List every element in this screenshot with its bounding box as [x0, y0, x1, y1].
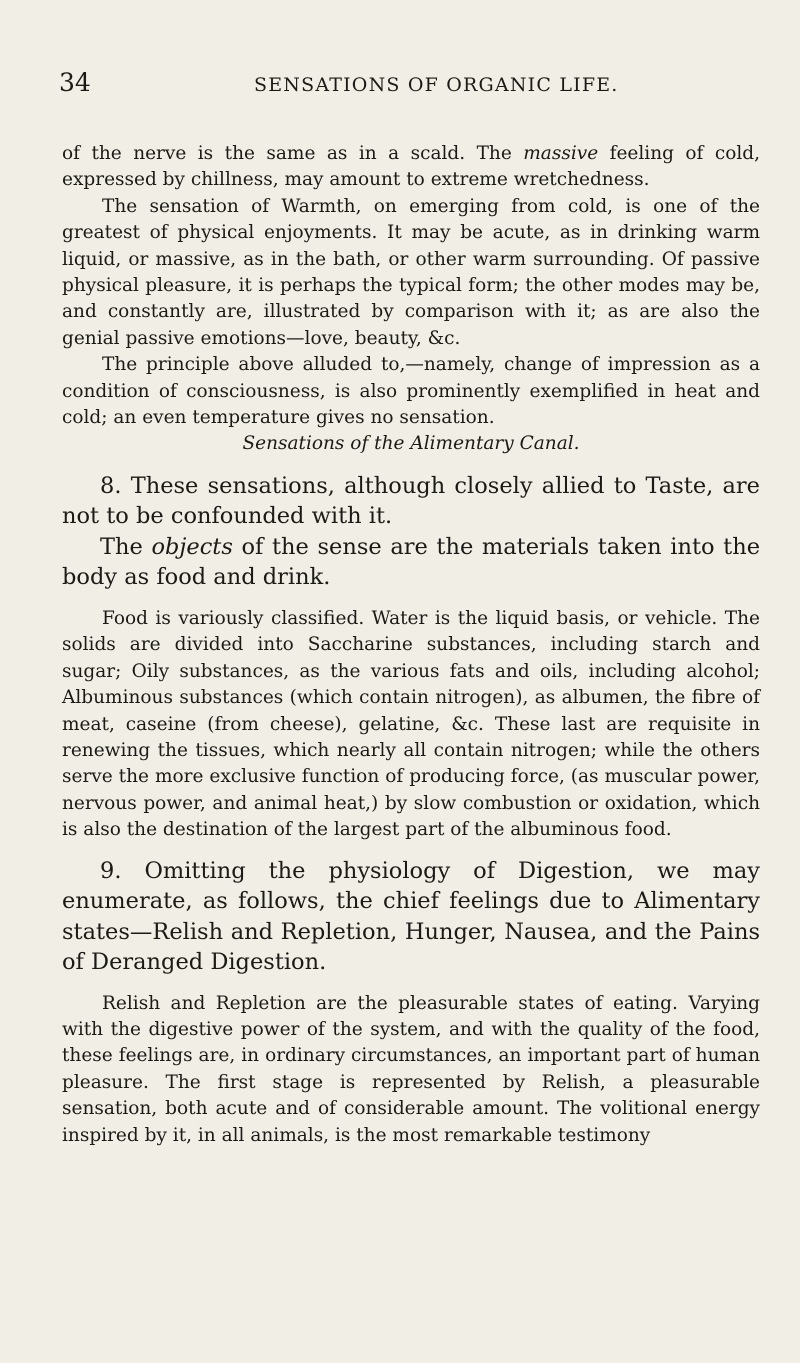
- running-title: SENSATIONS OF ORGANIC LIFE.: [254, 74, 619, 96]
- section-heading-alimentary-canal: Sensations of the Alimentary Canal.: [242, 433, 580, 455]
- text-run: feeling of cold, expressed by chillness, may amount to extreme wretchedness.: [62, 143, 760, 191]
- page-body: [62, 141, 760, 1149]
- paragraph-section-9: 9. Omitting the physiology of Digestion, we may enumerate, as follows, the chief feelings due to Alimentary states—Relish and Repletion, Hunger, Nausea, and the Pains of Deranged Digestion.: [62, 857, 760, 976]
- running-head: [59, 0, 760, 108]
- paragraph-food-classified: Food is variously classified. Water is the liquid basis, or vehicle. The solids are divided into Saccharine substances, including starch and sugar; Oily substances, as the various fats and oils, including alcohol; Albuminous substances (which contain nitrogen), as albumen, the fibre of meat, caseine (from cheese), gelatine, &c. These last are requisite in renewing the tissues, which nearly all contain nitrogen; while the others serve the more exclusive function of producing force, (as muscular power, nervous power, and animal heat,) by slow combustion or oxidation, which is also the destination of the largest part of the albuminous food.: [62, 607, 760, 841]
- paragraph-objects: [62, 532, 760, 593]
- text-run: The: [100, 533, 152, 560]
- paragraph-warmth: The sensation of Warmth, on emerging from cold, is one of the greatest of physical enjoyments. It may be acute, as in drinking warm liquid, or massive, as in the bath, or other warm surrounding. Of passive physical pleasure, it is perhaps the typical form; the other modes may be, and constantly are, illustrated by comparison with it; as are also the genial passive emotions—love, beauty, &c.: [62, 195, 760, 349]
- italic-term-massive: massive: [523, 143, 599, 164]
- paragraph-relish-repletion: Relish and Repletion are the pleasurable states of eating. Varying with the digestive power of the system, and with the quality of the food, these feelings are, in ordinary circumstances, an important part of human pleasure. The first stage is represented by Relish, a pleasurable sensation, both acute and of considerable amount. The volitional energy inspired by it, in all animals, is the most remarkable testimony: [62, 992, 760, 1146]
- paragraph-nerve-cold: [62, 141, 760, 194]
- text-run: of the sense are the materials taken into the body as food and drink.: [62, 533, 761, 591]
- paragraph-section-8: 8. These sensations, although closely allied to Taste, are not to be confounded with it.: [62, 472, 760, 530]
- paragraph-principle: The principle above alluded to,—namely, change of impression as a condition of consciousness, is also prominently exemplified in heat and cold; an even temperature gives no sensation.: [62, 354, 760, 429]
- italic-term-objects: objects: [151, 533, 233, 560]
- page-number: 34: [59, 68, 91, 97]
- text-run: of the nerve is the same as in a scald. The: [62, 143, 524, 164]
